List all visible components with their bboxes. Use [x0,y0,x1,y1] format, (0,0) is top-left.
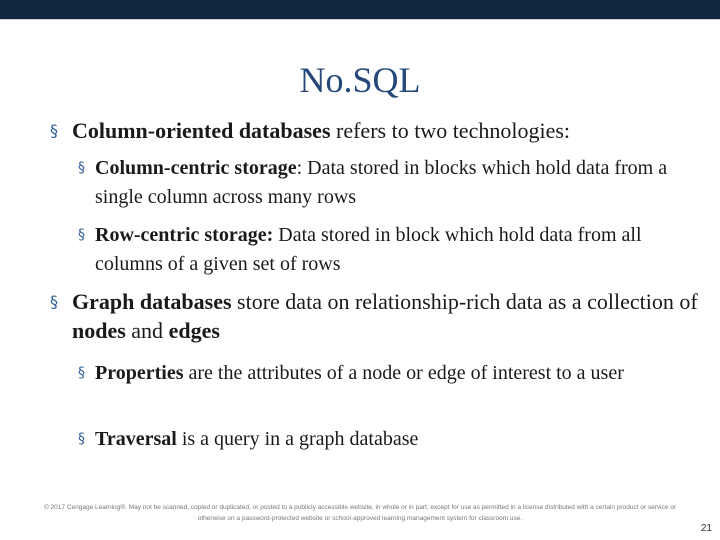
copyright-footer: © 2017 Cengage Learning®. May not be scanned, copied or duplicated, or posted to a publicly accessible website, in whole or in part, except for use as permitted in a license distributed with a certain product or service or otherwise on a password-protected website or school-approved learning management system for classroom use. [43,504,677,522]
top-banner [0,0,720,19]
subbullet-bold: Traversal [95,428,177,450]
bullet-marker: § [50,292,58,311]
bullet-marker: § [78,431,85,447]
bullet-text: refers to two technologies: [330,118,571,143]
subbullet-row-centric [78,221,695,279]
bullet-marker: § [78,365,85,381]
bullet-marker: § [50,121,58,140]
subbullet-traversal [78,425,695,454]
subbullet-bold: Column-centric storage [95,157,297,179]
bullet-text: and [125,318,169,343]
bullet-column-oriented [50,116,712,145]
bullet-text: store data on relationship-rich data as a collection of [231,289,698,314]
page-number: 21 [700,523,712,534]
subbullet-column-centric [78,154,695,212]
top-divider [0,19,720,20]
subbullet-text: : Data stored in blocks which hold data from a single column across many rows [95,157,668,208]
bullet-bold-nodes: nodes [72,318,126,343]
bullet-bold-edges: edges [168,318,220,343]
bullet-bold: Graph databases [72,289,232,314]
subbullet-text: are the attributes of a node or edge of interest to a user [183,362,624,384]
bullet-bold: Column-oriented databases [72,118,331,143]
slide-title: No.SQL [299,60,421,100]
subbullet-properties [78,359,695,388]
subbullet-bold: Row-centric storage: [95,224,274,246]
subbullet-text: is a query in a graph database [176,428,419,450]
subbullet-bold: Properties [95,362,184,384]
bullet-marker: § [78,160,85,176]
bullet-graph-databases [50,287,712,345]
subbullet-text: Data stored in block which hold data from all columns of a given set of rows [95,224,642,275]
bullet-marker: § [78,227,85,243]
